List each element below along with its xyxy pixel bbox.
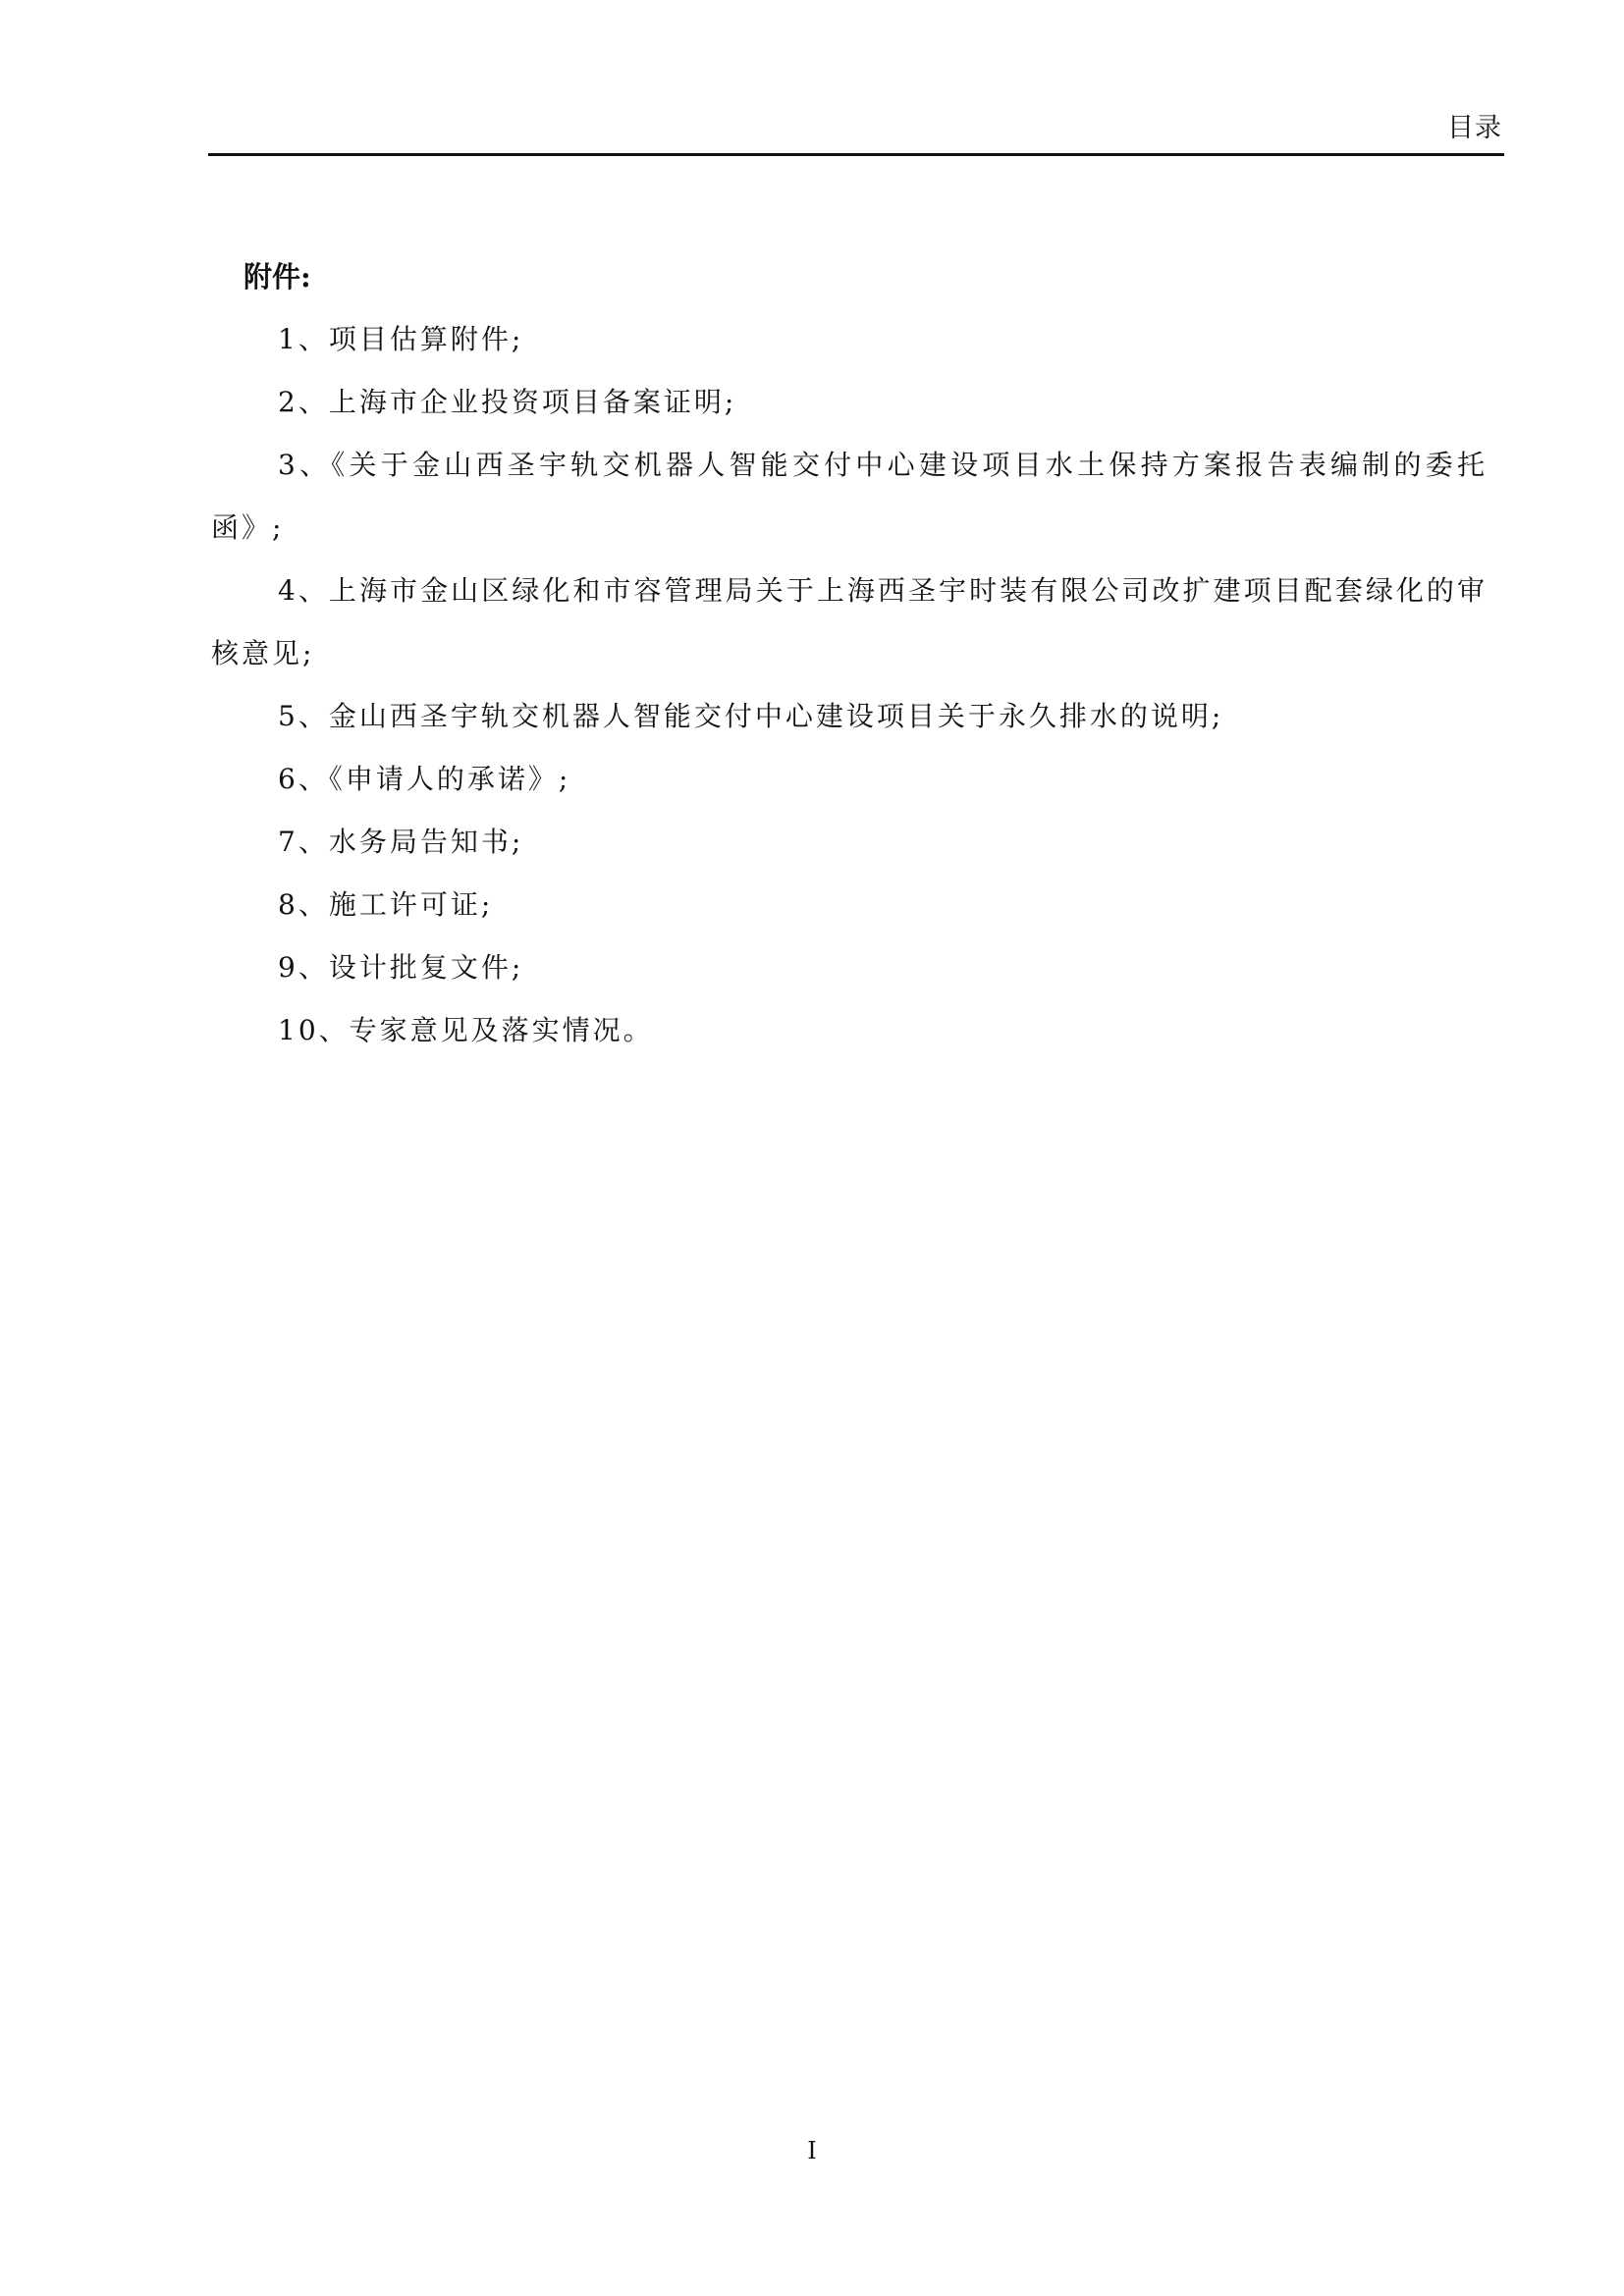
- attachment-item: 8、施工许可证;: [278, 888, 494, 921]
- header-divider: [208, 153, 1504, 156]
- attachments-list: [211, 308, 1488, 1062]
- page-number: I: [807, 2137, 817, 2164]
- attachment-item: 5、金山西圣宇轨交机器人智能交付中心建设项目关于永久排水的说明;: [278, 700, 1224, 732]
- attachment-item: 4、上海市金山区绿化和市容管理局关于上海西圣宇时装有限公司改扩建项目配套绿化的审核意见;: [211, 574, 1488, 669]
- attachment-item: 2、上海市企业投资项目备案证明;: [278, 386, 737, 418]
- attachment-item: 6、《申请人的承诺》;: [278, 763, 571, 795]
- attachment-item: 7、水务局告知书;: [278, 826, 524, 858]
- header-title: 目录: [1447, 113, 1502, 143]
- attachment-item: 9、设计批复文件;: [278, 951, 524, 984]
- attachment-item: 3、《关于金山西圣宇轨交机器人智能交付中心建设项目水土保持方案报告表编制的委托函》;: [211, 449, 1488, 544]
- attachments-section: [211, 245, 1488, 1062]
- attachment-item: 10、专家意见及落实情况。: [278, 1014, 654, 1046]
- attachments-heading: 附件:: [244, 260, 311, 294]
- attachment-item: 1、项目估算附件;: [278, 323, 524, 355]
